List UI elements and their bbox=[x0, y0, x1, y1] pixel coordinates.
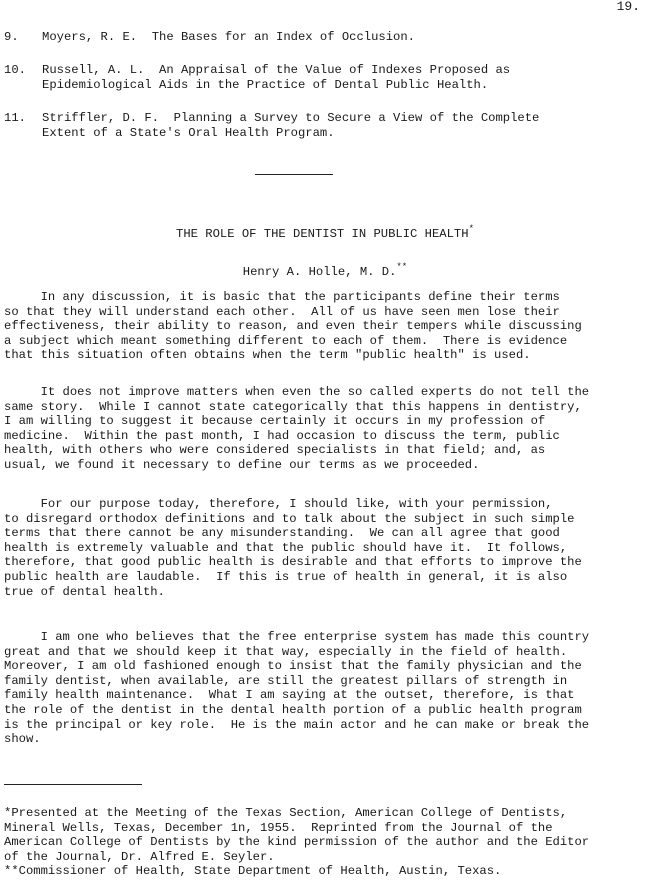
text-line: that this situation often obtains when the term "public health" is used. bbox=[4, 348, 531, 363]
text-line: so that they will understand each other. All of us have seen men lose their bbox=[4, 304, 560, 319]
text-line: medicine. Within the past month, I had occasion to discuss the term, public bbox=[4, 428, 560, 443]
text-line: In any discussion, it is basic that the participants define their terms bbox=[4, 290, 560, 304]
body-paragraph bbox=[4, 290, 646, 363]
reference-text: Epidemiological Aids in the Practice of Dental Public Health. bbox=[42, 77, 489, 92]
text-line: to disregard orthodox definitions and to talk about the subject in such simple bbox=[4, 511, 575, 526]
text-line: therefore, that good public health is desirable and that efforts to improve the bbox=[4, 555, 582, 570]
footnote-line: **Commissioner of Health, State Department of Health, Austin, Texas. bbox=[4, 864, 502, 879]
text-line: It does not improve matters when even the so called experts do not tell the bbox=[4, 385, 590, 399]
text-line: Moreover, I am old fashioned enough to insist that the family physician and the bbox=[4, 659, 582, 674]
author-name: Henry A. Holle, M. D. bbox=[242, 265, 397, 279]
reference-number: 11. bbox=[4, 111, 26, 125]
text-line: public health are laudable. If this is true of health in general, it is also bbox=[4, 569, 568, 584]
reference-number: 9. bbox=[4, 30, 19, 44]
reference-text: Striffler, D. F. Planning a Survey to Secure a View of the Complete bbox=[42, 111, 540, 125]
footnote-line: *Presented at the Meeting of the Texas Section, American College of Dentists, bbox=[4, 806, 568, 820]
text-line: health is extremely valuable and that the public should have it. It follows, bbox=[4, 540, 568, 555]
text-line: health, with others who were considered specialists in that field; and, as bbox=[4, 443, 546, 458]
author-footnote-mark: ** bbox=[396, 262, 408, 272]
text-line: a subject which meant something different to each of them. There is evidence bbox=[4, 333, 568, 348]
footnotes bbox=[4, 806, 646, 879]
reference-item bbox=[4, 63, 624, 92]
reference-text: Extent of a State's Oral Health Program. bbox=[42, 125, 335, 140]
body-paragraph bbox=[4, 630, 646, 747]
footnote-line: of the Journal, Dr. Alfred E. Seyler. bbox=[4, 849, 275, 864]
text-line: true of dental health. bbox=[4, 584, 165, 599]
text-line: I am one who believes that the free enterprise system has made this country bbox=[4, 630, 590, 644]
reference-text: Moyers, R. E. The Bases for an Index of Occlusion. bbox=[42, 30, 415, 44]
article-title bbox=[0, 222, 650, 242]
article-author bbox=[0, 260, 650, 280]
footnote-divider bbox=[4, 784, 142, 785]
footnote-line: Mineral Wells, Texas, December 1n, 1955. Reprinted from the Journal of the bbox=[4, 820, 553, 835]
footnote-line: American College of Dentists by the kind permission of the author and the Editor bbox=[4, 835, 590, 850]
text-line: the role of the dentist in the dental health portion of a public health program bbox=[4, 702, 582, 717]
section-divider bbox=[255, 174, 333, 175]
text-line: effectiveness, their ability to reason, and even their tempers while discussing bbox=[4, 319, 582, 334]
text-line: I am willing to suggest it because certainly it occurs in my profession of bbox=[4, 414, 546, 429]
text-line: great and that we should keep it that way, especially in the field of health. bbox=[4, 644, 568, 659]
text-line: is the principal or key role. He is the main actor and he can make or break the bbox=[4, 717, 590, 732]
reference-number: 10. bbox=[4, 63, 26, 77]
text-line: terms that there cannot be any misunderstanding. We can all agree that good bbox=[4, 526, 560, 541]
reference-item bbox=[4, 111, 624, 140]
text-line: family dentist, when available, are still the greatest pillars of strength in bbox=[4, 673, 568, 688]
reference-item bbox=[4, 30, 624, 45]
article-title-text: THE ROLE OF THE DENTIST IN PUBLIC HEALTH bbox=[176, 227, 469, 241]
reference-text: Russell, A. L. An Appraisal of the Value of Indexes Proposed as bbox=[42, 63, 511, 77]
text-line: For our purpose today, therefore, I should like, with your permission, bbox=[4, 497, 553, 511]
text-line: usual, we found it necessary to define our terms as we proceeded. bbox=[4, 457, 480, 472]
body-paragraph bbox=[4, 385, 646, 473]
body-paragraph bbox=[4, 497, 646, 599]
text-line: family health maintenance. What I am saying at the outset, therefore, is that bbox=[4, 688, 575, 703]
text-line: show. bbox=[4, 732, 41, 747]
page-number: 19. bbox=[616, 0, 640, 14]
title-footnote-mark: * bbox=[468, 224, 474, 234]
text-line: same story. While I cannot state categorically that this happens in dentistry, bbox=[4, 399, 582, 414]
